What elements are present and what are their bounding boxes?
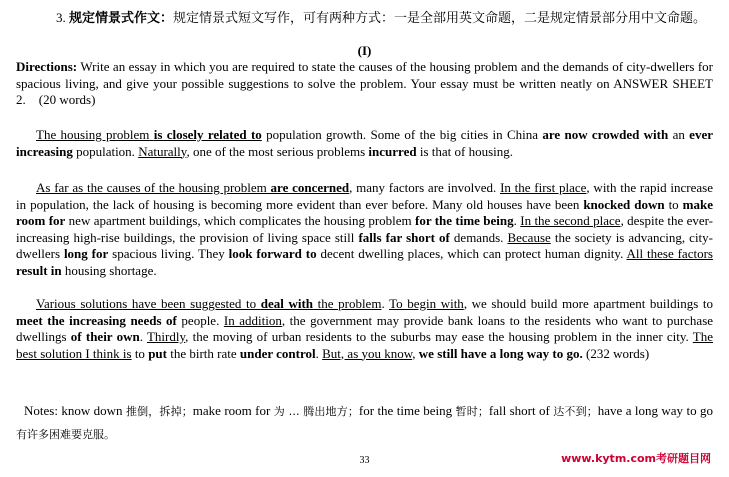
directions-label: Directions: bbox=[16, 59, 78, 74]
p2-run: , with the rapid increase in population, the lack of housing is becoming more evident than ever before. Many old houses have been bbox=[16, 180, 713, 212]
notes-run: 有许多困难要克服。 bbox=[16, 428, 115, 441]
p3-run: the birth rate bbox=[166, 345, 240, 361]
p1-run: Naturally bbox=[138, 143, 187, 159]
p2-run: decent dwelling places, which can protect human dignity. bbox=[316, 246, 627, 261]
essay-paragraph-2 bbox=[16, 180, 713, 279]
p1-run: , one of the most serious problems bbox=[186, 143, 369, 159]
p2-run: new apartment buildings, which complicates the housing problem bbox=[65, 213, 416, 228]
p3-run: deal with bbox=[260, 296, 314, 311]
p3-run: . bbox=[381, 296, 390, 311]
p3-run: meet the increasing needs of bbox=[16, 312, 177, 328]
p1-run: is that of housing. bbox=[416, 143, 513, 159]
notes-run: Notes: know down bbox=[24, 403, 126, 418]
notes-run: fall short of bbox=[488, 403, 554, 418]
p1-run: an bbox=[668, 127, 690, 142]
p3-run: Various solutions have been suggested to bbox=[36, 296, 261, 311]
heading-number: 3. bbox=[56, 10, 66, 25]
p2-run: the society is advancing, city-dwellers bbox=[16, 229, 714, 261]
p2-run: falls far short of bbox=[358, 229, 450, 245]
p3-run: But, as you know, bbox=[322, 345, 416, 361]
p3-run: Thirdly bbox=[146, 329, 186, 344]
notes-run: 为 … 腾出地方； bbox=[273, 405, 359, 418]
p2-run: housing shortage. bbox=[61, 262, 157, 278]
notes-run: 推倒，拆掉； bbox=[125, 405, 193, 418]
notes-run: 达不到； bbox=[553, 405, 598, 418]
heading-text: 规定情景式短文写作，可有两种方式：一是全部用英文命题，二是规定情景部分用中文命题。 bbox=[173, 10, 707, 25]
p2-run: In the second place bbox=[520, 213, 621, 228]
p3-run: of their own bbox=[70, 329, 140, 344]
p2-run: , despite the ever-increasing high-rise buildings, the provision of living space still bbox=[16, 213, 714, 245]
notes-run: for the time being bbox=[358, 403, 456, 418]
p1-run: are now crowded with bbox=[542, 127, 669, 142]
directions-text: Write an essay in which you are required to state the causes of the housing problem and the demands of city-dwellers for spacious living, and give your possible suggestions to solve the problem. Your essay must be written neatly on ANSWER SHEET 2. (20 words) bbox=[16, 59, 714, 107]
p2-run: to bbox=[664, 196, 683, 212]
p2-run: demands. bbox=[449, 229, 508, 245]
p2-run: , many factors are involved. bbox=[349, 180, 501, 195]
page-number: 33 bbox=[359, 455, 370, 466]
p2-run: make room for bbox=[16, 196, 713, 228]
p1-run: population. bbox=[72, 143, 139, 159]
notes-run: have a long way to go bbox=[597, 403, 713, 418]
p3-run: , we should build more apartment buildings to bbox=[463, 296, 714, 311]
p2-run: . bbox=[513, 213, 521, 228]
p1-run: population growth. Some of the big cities in China bbox=[261, 127, 543, 142]
p3-run: . bbox=[315, 345, 323, 361]
p2-run: result in bbox=[16, 262, 62, 278]
p1-run: incurred bbox=[368, 143, 417, 159]
p2-run: for the time being bbox=[415, 213, 514, 228]
directions-paragraph bbox=[16, 59, 713, 109]
essay-paragraph-1 bbox=[16, 127, 713, 160]
p2-run: knocked down bbox=[583, 196, 665, 212]
p3-run: , the government may provide bank loans to the residents who want to purchase dwellings bbox=[16, 312, 714, 344]
p2-run: look forward to bbox=[228, 246, 317, 261]
p3-run: put bbox=[148, 345, 167, 361]
p2-run: long for bbox=[63, 246, 109, 261]
p2-run: All these factors bbox=[626, 246, 713, 261]
p2-run: are concerned bbox=[270, 180, 350, 195]
essay-paragraph-3 bbox=[16, 296, 713, 362]
p3-run: In addition bbox=[223, 312, 282, 328]
p3-run: to bbox=[131, 345, 149, 361]
section-heading bbox=[16, 9, 713, 26]
p3-run: under control bbox=[239, 345, 316, 361]
p3-run: To begin with bbox=[389, 296, 464, 311]
p1-run: The housing problem bbox=[36, 127, 154, 142]
p1-run: is closely related to bbox=[153, 127, 262, 142]
p3-run: (232 words) bbox=[582, 345, 650, 361]
p3-run: . bbox=[139, 329, 147, 344]
p2-run: In the first place bbox=[500, 180, 587, 195]
p2-run: spacious living. They bbox=[108, 246, 229, 261]
p2-run: Because bbox=[507, 229, 551, 245]
notes-run: 暂时； bbox=[455, 405, 489, 418]
notes-paragraph bbox=[16, 400, 713, 446]
p3-run: we still have a long way to go. bbox=[418, 345, 583, 361]
section-label: (I) bbox=[357, 43, 372, 58]
p3-run: people. bbox=[176, 312, 224, 328]
p3-run: the problem bbox=[313, 296, 382, 311]
heading-title: 规定情景式作文： bbox=[69, 10, 174, 25]
notes-run: make room for bbox=[192, 403, 274, 418]
p1-run: ever increasing bbox=[16, 127, 713, 159]
footer-site-watermark: www.kytm.com考研题目网 bbox=[561, 452, 711, 465]
p2-run: As far as the causes of the housing problem bbox=[36, 180, 271, 195]
p3-run: , the moving of urban residents to the suburbs may ease the housing problem in the inner city. bbox=[185, 329, 693, 344]
p3-run: The best solution I think is bbox=[16, 329, 714, 361]
